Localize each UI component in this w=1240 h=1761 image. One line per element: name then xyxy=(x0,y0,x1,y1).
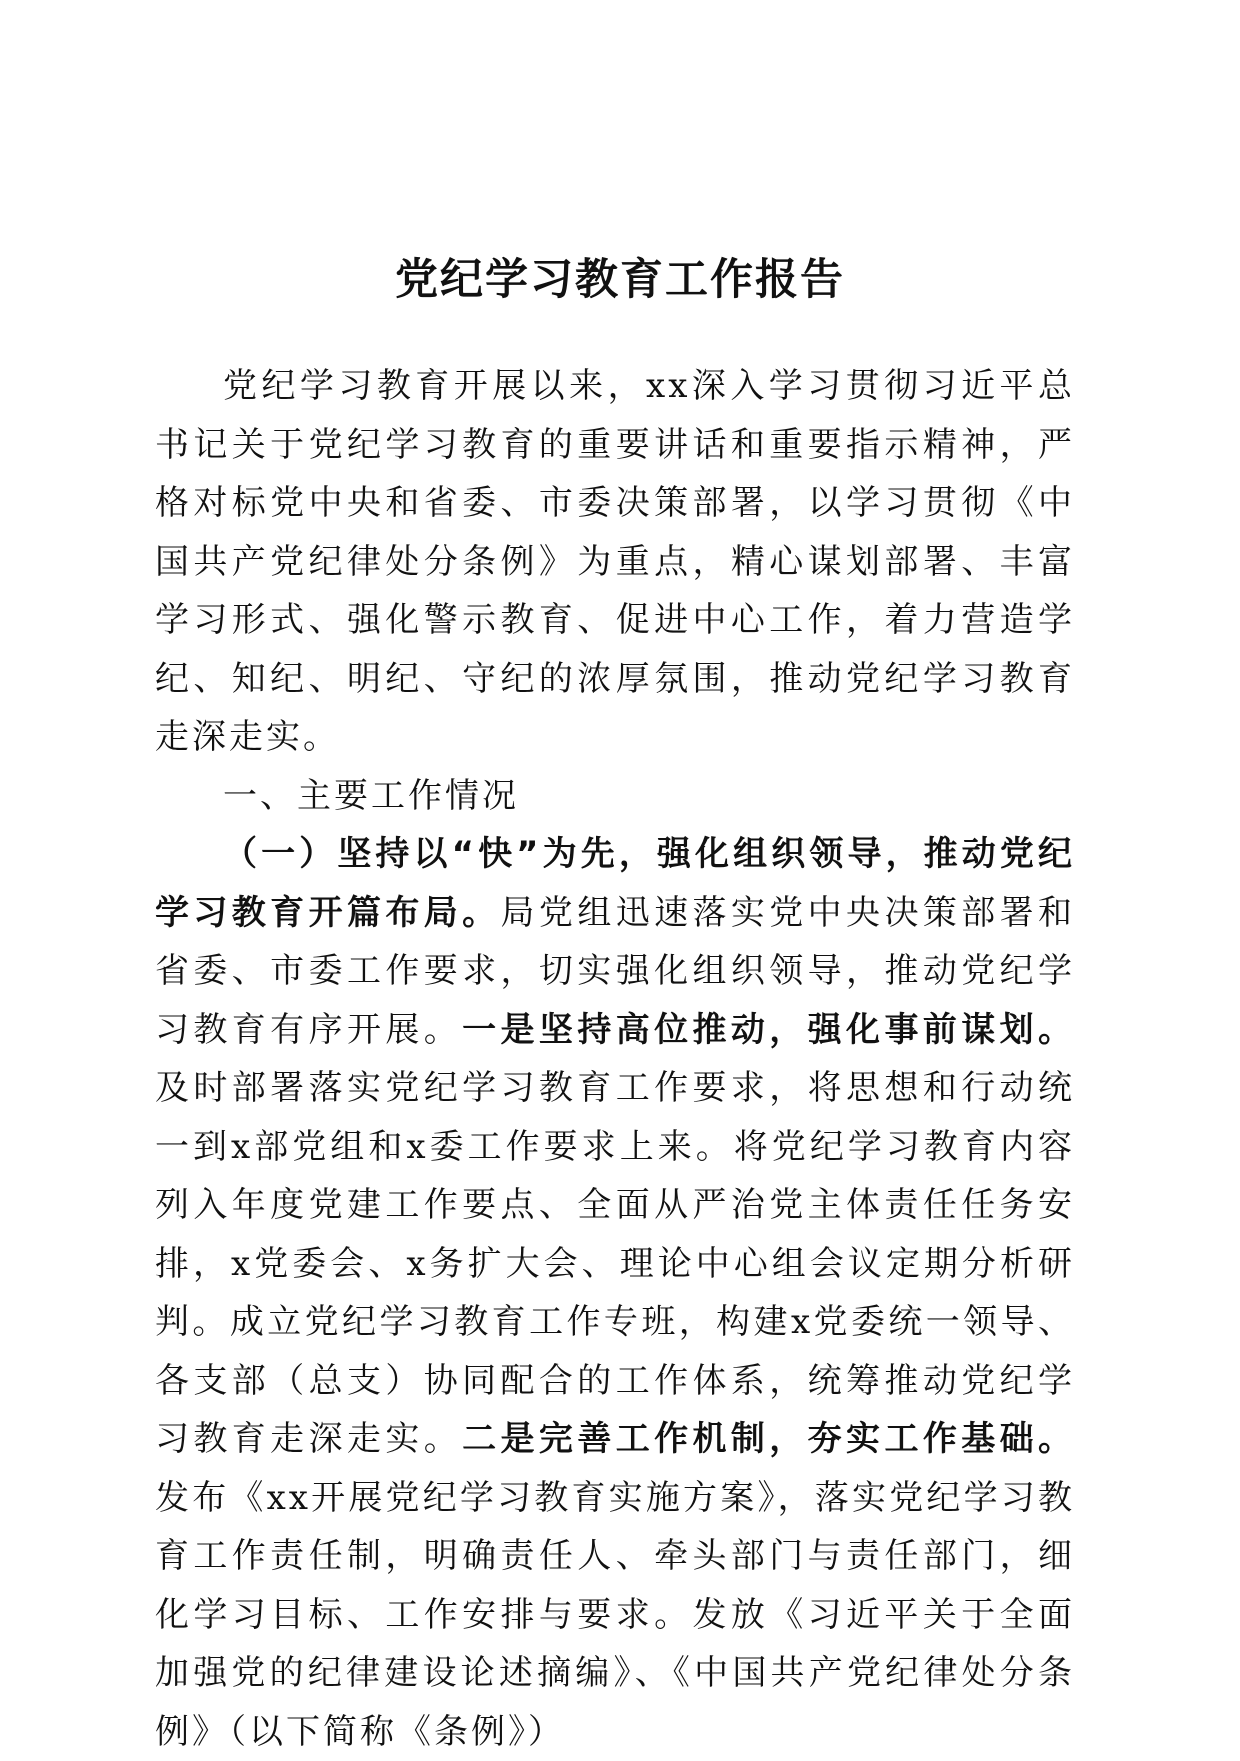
point-two-text: 发布《xx开展党纪学习教育实施方案》，落实党纪学习教育工作责任制，明确责任人、牵头部门与责任部门，细化学习目标、工作安排与要求。发放《习近平关于全面加强党的纪律建设论述摘编》、《中国共产党纪律处分条例》（以下简称《条例》） xyxy=(155,1477,1075,1752)
document-body xyxy=(155,357,1075,1761)
document-title: 党纪学习教育工作报告 xyxy=(395,255,845,305)
point-one-text: 及时部署落实党纪学习教育工作要求，将思想和行动统一到x部党组和x委工作要求上来。将党纪学习教育内容列入年度党建工作要点、全面从严治党主体责任任务安排，x党委会、x务扩大会、理论中心组会议定期分析研判。成立党纪学习教育工作专班，构建x党委统一领导、各支部（总支）协同配合的工作体系，统筹推动党纪学习教育走深走实。 xyxy=(155,1068,1075,1459)
subsection-heading: （一）坚持以“快”为先，强化组织领导，推动党纪学习教育开篇布局。 xyxy=(155,834,1075,933)
intro-paragraph: 党纪学习教育开展以来，xx深入学习贯彻习近平总书记关于党纪学习教育的重要讲话和重要指示精神，严格对标党中央和省委、市委决策部署，以学习贯彻《中国共产党纪律处分条例》为重点，精心谋划部署、丰富学习形式、强化警示教育、促进中心工作，着力营造学纪、知纪、明纪、守纪的浓厚氛围，推动党纪学习教育走深走实。 xyxy=(155,366,1075,757)
subsection-paragraph xyxy=(155,825,1075,1761)
section-heading: 一、主要工作情况 xyxy=(223,775,519,816)
subsection-text: 局党组迅速落实党中央决策部署和省委、市委工作要求，切实强化组织领导，推动党纪学习教育有序开展。 xyxy=(155,892,1076,1050)
point-two-heading: 二是完善工作机制，夯实工作基础。 xyxy=(462,1419,1076,1459)
point-one-heading: 一是坚持高位推动，强化事前谋划。 xyxy=(462,1009,1076,1050)
